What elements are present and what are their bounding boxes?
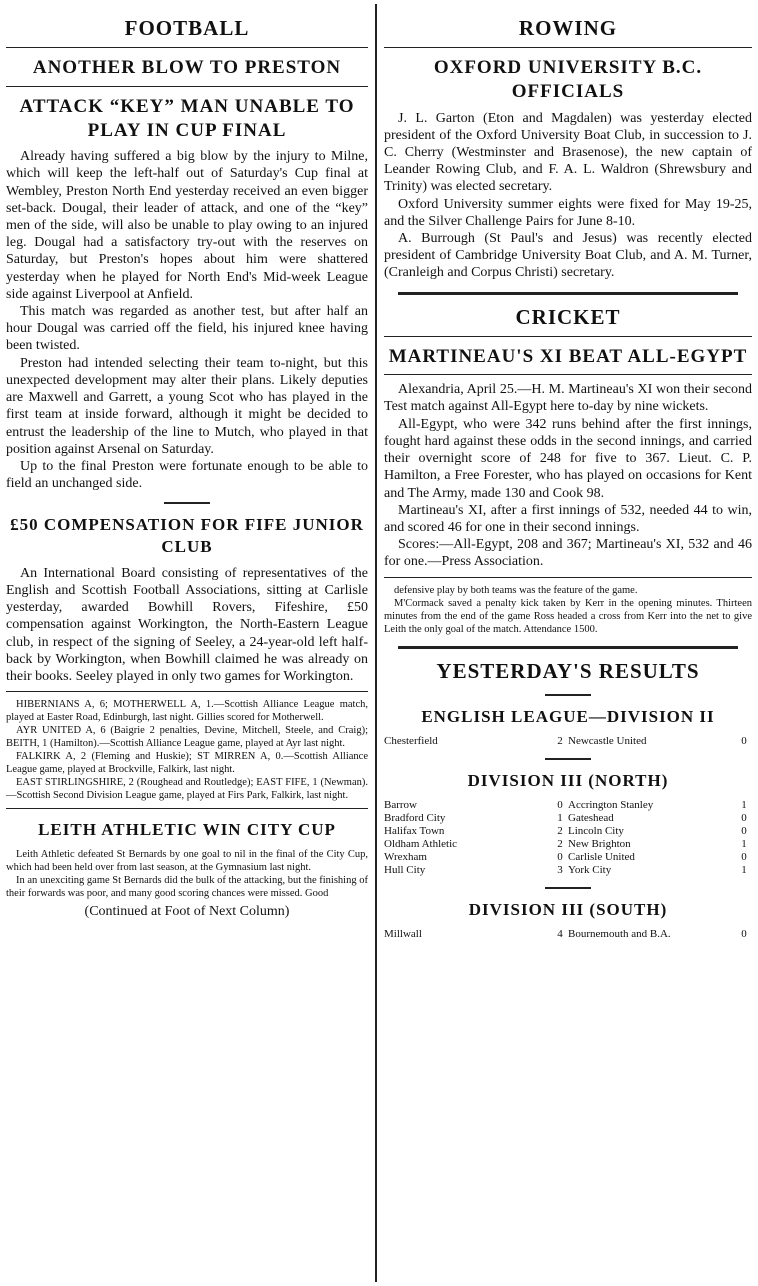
rowing-article	[384, 110, 752, 282]
preston-headline: ANOTHER BLOW TO PRESTON	[32, 57, 342, 78]
away-score: 1	[741, 799, 747, 812]
alliance-results	[6, 698, 368, 802]
preston-subheadline: ATTACK “KEY” MAN UNABLE TO PLAY IN CUP FINAL	[19, 95, 355, 141]
away-team: Newcastle United	[568, 734, 647, 747]
article-paragraph: In an unexciting game St Bernards did the bulk of the attacking, but the finishing of their forwards was poor, and many good scoring chances were missed. Good	[6, 875, 368, 900]
article-paragraph: J. L. Garton (Eton and Magdalen) was yesterday elected president of the Oxford University Boat Club, in succession to J. C. Cherry (Westminster and Brasenose), the new captain of Leander Rowing Club, and F. A. L. Waldron (Shrewsbury and Trinity) was elected secretary.	[384, 110, 752, 195]
result-row	[384, 838, 752, 851]
division-three-north-results	[384, 799, 752, 877]
home-team: Barrow	[384, 799, 417, 812]
divider	[384, 577, 752, 578]
home-score: 2	[557, 825, 563, 838]
football-section-title: FOOTBALL	[124, 16, 250, 40]
home-team: Wrexham	[384, 851, 427, 864]
article-paragraph: All-Egypt, who were 342 runs behind after the first innings, fought hard against these odds in the second innings, and carried their overnight score of 248 for five to 367. Lieut. C. P. Hamilton, a Free Forester, who has played on occasions for Kent and The Army, made 130 and Cook 98.	[384, 416, 752, 501]
home-team: Halifax Town	[384, 825, 445, 838]
article-paragraph: This match was regarded as another test, but after half an hour Dougal was carried off the field, his injured knee having been twisted.	[6, 304, 368, 354]
home-score: 4	[557, 928, 563, 941]
away-team: York City	[568, 864, 612, 877]
rowing-section-title: ROWING	[518, 16, 618, 40]
away-score: 1	[741, 864, 747, 877]
article-paragraph: Already having suffered a big blow by the injury to Milne, which will keep the left-half out of Saturday's Cup final at Wembley, Preston North End yesterday received an even bigger set-back. Dougal, their leader of attack, and one of the “key” men of the side, will also be unable to play owing to an injured leg. Dougal had a satisfactory try-out with the reserves on Saturday, but Preston's hopes about him were shattered yesterday when he played for North End's Mid-week League side against Liverpool at Anfield.	[6, 149, 368, 302]
article-paragraph: M'Cormack saved a penalty kick taken by Kerr in the opening minutes. Thirteen minutes from the end of the game Ross headed a cross from Kerr into the net to give Leith the only goal of the match. Attendance 1500.	[384, 597, 752, 635]
article-paragraph: Up to the final Preston were fortunate enough to be able to field an unchanged side.	[6, 458, 368, 492]
preston-article	[6, 148, 368, 492]
continued-note: (Continued at Foot of Next Column)	[84, 904, 290, 920]
away-score: 0	[741, 851, 747, 864]
home-score: 0	[557, 851, 563, 864]
article-paragraph: Martineau's XI, after a first innings of 532, needed 44 to win, and scored 46 for one in their second innings.	[384, 502, 752, 535]
article-paragraph: Leith Athletic defeated St Bernards by one goal to nil in the final of the City Cup, which had been held over from last season, at the Gymnasium last night.	[6, 849, 368, 874]
article-paragraph: An International Board consisting of representatives of the English and Scottish Football Associations, sitting at Carlisle yesterday, awarded Bowhill Rovers, Fifeshire, £50 compensation against Workington, the North-Eastern League club, in respect of the signing of Seeley, a 24-year-old left half-back by Workington, when Bowhill claimed he was already on their books. Seeley played in only two games for Workington.	[6, 565, 368, 685]
away-team: Bournemouth and B.A.	[568, 928, 671, 941]
home-score: 2	[557, 838, 563, 851]
divider	[384, 47, 752, 48]
result-row	[384, 825, 752, 838]
divider	[6, 86, 368, 87]
match-note: HIBERNIANS A, 6; MOTHERWELL A, 1.—Scottish Alliance League match, played at Easter Road, Edinburgh, last night. Gillies scored for Motherwell.	[6, 699, 368, 724]
divider	[6, 808, 368, 809]
away-score: 0	[741, 928, 747, 941]
article-paragraph: Scores:—All-Egypt, 208 and 367; Martineau's XI, 532 and 46 for one.—Press Association.	[384, 537, 752, 570]
home-team: Chesterfield	[384, 734, 438, 747]
away-score: 0	[741, 734, 747, 747]
divider	[545, 887, 591, 889]
result-row	[384, 851, 752, 864]
home-score: 3	[557, 864, 563, 877]
cricket-article	[384, 381, 752, 570]
rowing-headline: OXFORD UNIVERSITY B.C. OFFICIALS	[433, 57, 703, 102]
article-paragraph: Oxford University summer eights were fixed for May 19-25, and the Silver Challenge Pairs for June 8-10.	[384, 196, 752, 229]
fife-headline: £50 COMPENSATION FOR FIFE JUNIOR CLUB	[10, 515, 364, 556]
home-team: Hull City	[384, 864, 426, 877]
result-row	[384, 928, 752, 941]
cricket-headline: MARTINEAU'S XI BEAT ALL-EGYPT	[388, 345, 748, 367]
cricket-section-title: CRICKET	[515, 304, 621, 329]
away-score: 1	[741, 838, 747, 851]
divider	[398, 292, 738, 295]
home-team: Bradford City	[384, 812, 446, 825]
division-two-title: ENGLISH LEAGUE—DIVISION II	[421, 706, 715, 726]
divider	[398, 646, 738, 649]
result-row	[384, 799, 752, 812]
home-score: 1	[557, 812, 563, 825]
divider	[384, 336, 752, 337]
divider	[545, 758, 591, 760]
home-score: 2	[557, 734, 563, 747]
divider	[164, 502, 210, 504]
leith-continued-article	[384, 584, 752, 636]
away-score: 0	[741, 812, 747, 825]
divider	[6, 691, 368, 692]
article-paragraph: Preston had intended selecting their team to-night, but this unexpected development may alter their plans. Likely deputies are Maxwell and Garrett, a young Scot who has played in the first team at inside forward, although it might be decided to entrust the leadership of the line to Mutch, who played in that position against Arsenal on Saturday.	[6, 355, 368, 457]
divider	[545, 694, 591, 696]
article-paragraph: Alexandria, April 25.—H. M. Martineau's XI won their second Test match against All-Egypt here to-day by nine wickets.	[384, 382, 752, 415]
match-note: EAST STIRLINGSHIRE, 2 (Roughead and Routledge); EAST FIFE, 1 (Newman).—Scottish Second Division League game, played at Firs Park, Falkirk, last night.	[6, 777, 368, 802]
division-three-south-title: DIVISION III (SOUTH)	[468, 900, 668, 920]
leith-article	[6, 848, 368, 900]
divider	[384, 374, 752, 375]
article-paragraph: defensive play by both teams was the feature of the game.	[394, 584, 638, 596]
result-row	[384, 812, 752, 825]
away-team: New Brighton	[568, 838, 631, 851]
home-team: Oldham Athletic	[384, 838, 458, 851]
results-section-title: YESTERDAY'S RESULTS	[436, 658, 700, 683]
away-team: Accrington Stanley	[568, 799, 654, 812]
left-column	[6, 8, 368, 920]
article-paragraph: A. Burrough (St Paul's and Jesus) was recently elected president of Cambridge University Boat Club, and A. M. Turner, (Cranleigh and Corpus Christi) secretary.	[384, 230, 752, 281]
away-team: Carlisle United	[568, 851, 635, 864]
away-team: Lincoln City	[568, 825, 624, 838]
leith-headline: LEITH ATHLETIC WIN CITY CUP	[38, 820, 336, 840]
divider	[6, 47, 368, 48]
match-note: AYR UNITED A, 6 (Baigrie 2 penalties, Devine, Mitchell, Steele, and Craig); BEITH, 1 (Hamilton).—Scottish Alliance League game, played at Ayr last night.	[6, 725, 368, 750]
away-score: 0	[741, 825, 747, 838]
fife-article	[6, 565, 368, 685]
match-note: FALKIRK A, 2 (Fleming and Huskie); ST MIRREN A, 0.—Scottish Alliance League game, played at Brockville, Falkirk, last night.	[6, 751, 368, 776]
column-rule	[375, 4, 377, 1282]
result-row	[384, 735, 752, 748]
home-team: Millwall	[384, 928, 422, 941]
home-score: 0	[557, 799, 563, 812]
result-row	[384, 864, 752, 877]
division-three-north-title: DIVISION III (NORTH)	[467, 770, 669, 790]
right-column	[384, 8, 752, 941]
away-team: Gateshead	[568, 812, 614, 825]
